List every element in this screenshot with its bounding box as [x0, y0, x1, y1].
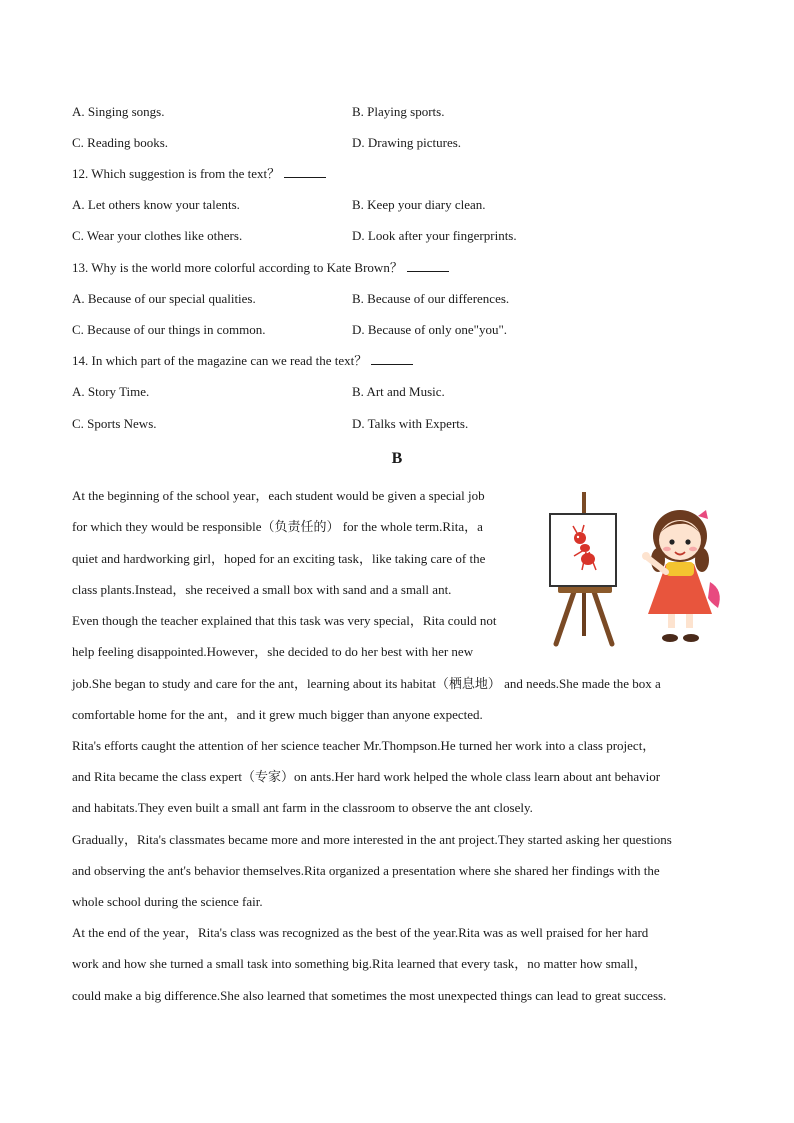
passage-line: and observing the ant's behavior themselves.Rita organized a presentation where she shared her findings with the [72, 863, 660, 878]
q11-option-c: C. Reading books. [72, 135, 169, 150]
passage-line: for which they would be responsible（负责任的） for the whole term.Rita，a [72, 519, 483, 534]
q12-option-b: B. Keep your diary clean. [352, 197, 486, 212]
q11-option-b: B. Playing sports. [352, 104, 445, 119]
q14-text: 14. In which part of the magazine can we read the text？ [72, 353, 368, 368]
passage-line: At the beginning of the school year，each student would be given a special job [72, 488, 485, 503]
q12-question [72, 164, 732, 184]
q14-option-c: C. Sports News. [72, 416, 157, 431]
q12-options-row-1 [72, 195, 732, 215]
q12-options-row-2 [72, 226, 732, 246]
q14-options-row-2 [72, 414, 732, 434]
q12-text: 12. Which suggestion is from the text？ [72, 166, 281, 181]
q13-question [72, 258, 732, 278]
q14-option-a: A. Story Time. [72, 384, 150, 399]
passage-line: could make a big difference.She also learned that sometimes the most unexpected things can lead to great success. [72, 988, 667, 1003]
passage-line: Even though the teacher explained that this task was very special，Rita could not [72, 613, 497, 628]
q12-option-c: C. Wear your clothes like others. [72, 228, 243, 243]
passage-line: job.She began to study and care for the ant，learning about its habitat（栖息地） and needs.She made the box a [72, 676, 661, 691]
passage-line: Gradually，Rita's classmates became more and more interested in the ant project.They started asking her questions [72, 832, 672, 847]
q11-options-row-1 [72, 102, 732, 122]
answer-blank [284, 165, 326, 178]
passage-line: whole school during the science fair. [72, 894, 263, 909]
q11-option-a: A. Singing songs. [72, 104, 165, 119]
q14-option-d: D. Talks with Experts. [352, 416, 469, 431]
q13-option-a: A. Because of our special qualities. [72, 291, 256, 306]
q11-option-d: D. Drawing pictures. [352, 135, 462, 150]
q13-option-b: B. Because of our differences. [352, 291, 510, 306]
q13-option-d: D. Because of only one"you". [352, 322, 508, 337]
answer-blank [371, 352, 413, 365]
girl-icon [642, 510, 720, 642]
q14-options-row-1 [72, 382, 732, 402]
q12-option-d: D. Look after your fingerprints. [352, 228, 517, 243]
passage-line: quiet and hardworking girl，hoped for an exciting task，like taking care of the [72, 551, 486, 566]
passage-line: and habitats.They even built a small ant farm in the classroom to observe the ant closely. [72, 800, 533, 815]
passage-line: work and how she turned a small task into something big.Rita learned that every task，no matter how small， [72, 956, 647, 971]
answer-blank [407, 259, 449, 272]
q13-text: 13. Why is the world more colorful according to Kate Brown？ [72, 260, 403, 275]
q14-question [72, 351, 732, 371]
passage-line: At the end of the year，Rita's class was recognized as the best of the year.Rita was as well praised for her hard [72, 925, 649, 940]
q12-option-a: A. Let others know your talents. [72, 197, 240, 212]
passage-line: help feeling disappointed.However，she decided to do her best with her new [72, 644, 474, 659]
q11-options-row-2 [72, 133, 732, 153]
passage-line: and Rita became the class expert（专家）on ants.Her hard work helped the whole class learn about ant behavior [72, 769, 661, 784]
easel-icon [550, 492, 616, 644]
passage-line: comfortable home for the ant，and it grew much bigger than anyone expected. [72, 707, 483, 722]
q13-options-row-1 [72, 289, 732, 309]
girl-and-easel-illustration [540, 486, 730, 656]
q13-options-row-2 [72, 320, 732, 340]
section-b-title: B [391, 450, 403, 467]
passage-line: Rita's efforts caught the attention of her science teacher Mr.Thompson.He turned her work into a class project， [72, 738, 656, 753]
q13-option-c: C. Because of our things in common. [72, 322, 266, 337]
passage-line: class plants.Instead，she received a small box with sand and a small ant. [72, 582, 452, 597]
q14-option-b: B. Art and Music. [352, 384, 445, 399]
